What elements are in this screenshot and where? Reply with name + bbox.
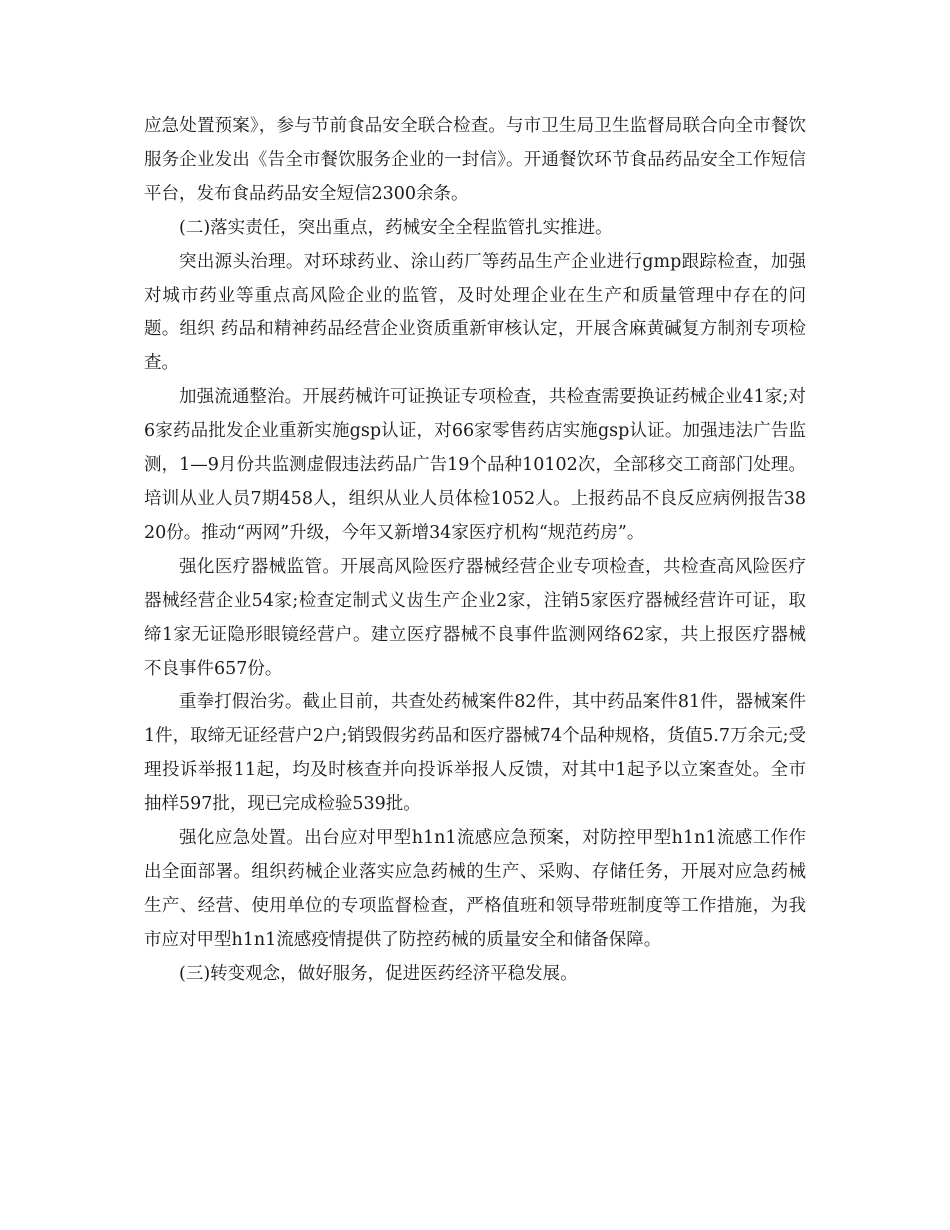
paragraph-anti-counterfeit: 重拳打假治劣。截止目前，共查处药械案件82件，其中药品案件81件，器械案件1件，取缔无证经营户2户;销毁假劣药品和医疗器械74个品种规格，货值5.7万余元;受理投诉举报11起，均及时核查并向投诉举报人反馈，对其中1起予以立案查处。全市抽样597批，现已完成检验539批。 (144, 692, 806, 815)
paragraph-source-control: 突出源头治理。对环球药业、涂山药厂等药品生产企业进行gmp跟踪检查，加强对城市药业等重点高风险企业的监管，及时处理企业在生产和质量管理中存在的问题。组织 药品和精神药品经营企业资质重新审核认定，开展含麻黄碱复方制剂专项检查。 (144, 251, 806, 374)
paragraph-1: 应急处置预案》，参与节前食品安全联合检查。与市卫生局卫生监督局联合向全市餐饮服务企业发出《告全市餐饮服务企业的一封信》。开通餐饮环节食品药品安全工作短信平台，发布食品药品安全短信2300余条。 (144, 116, 806, 204)
paragraph-circulation: 加强流通整治。开展药械许可证换证专项检查，共检查需要换证药械企业41家;对6家药品批发企业重新实施gsp认证，对66家零售药店实施gsp认证。加强违法广告监测，1—9月份共监测虚假违法药品广告19个品种10102次，全部移交工商部门处理。培训从业人员7期458人，组织从业人员体检1052人。上报药品不良反应病例报告3820份。推动“两网”升级，今年又新增34家医疗机构“规范药房”。 (144, 387, 806, 543)
paragraph-emergency: 强化应急处置。出台应对甲型h1n1流感应急预案，对防控甲型h1n1流感工作作出全面部署。组织药械企业落实应急药械的生产、采购、存储任务，开展对应急药械生产、经营、使用单位的专项监督检查，严格值班和领导带班制度等工作措施，为我市应对甲型h1n1流感疫情提供了防控药械的质量安全和储备保障。 (144, 828, 806, 950)
section-heading-3: (三)转变观念，做好服务，促进医药经济平稳发展。 (179, 963, 578, 984)
paragraph-medical-devices: 强化医疗器械监管。开展高风险医疗器械经营企业专项检查，共检查高风险医疗器械经营企业54家;检查定制式义齿生产企业2家，注销5家医疗器械经营许可证，取缔1家无证隐形眼镜经营户。建立医疗器械不良事件监测网络62家，共上报医疗器械不良事件657份。 (144, 556, 806, 679)
document-body (144, 110, 806, 992)
section-heading-2: (二)落实责任，突出重点，药械安全全程监管扎实推进。 (179, 217, 613, 238)
